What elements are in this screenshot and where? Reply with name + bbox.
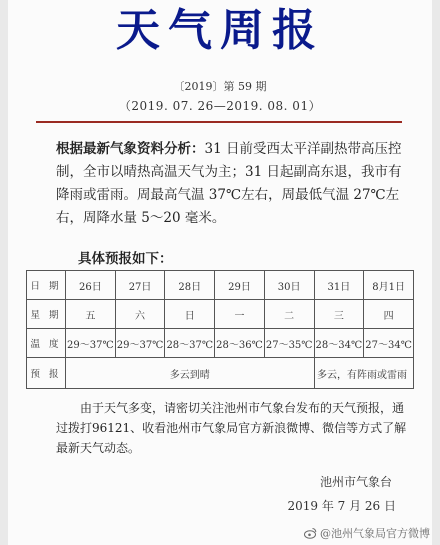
cell-weekday: 一 [215, 300, 265, 329]
cell-date: 29日 [215, 271, 265, 300]
forecast-table [26, 270, 414, 389]
row-label-date: 日 期 [27, 271, 66, 300]
masthead-title: 天气周报 [116, 5, 324, 56]
table-row-temp [27, 329, 414, 358]
cell-weekday: 五 [66, 300, 116, 329]
analysis-paragraph [56, 138, 408, 230]
signature-date: 2019 年 7 月 26 日 [287, 499, 396, 513]
cell-weekday: 日 [165, 300, 215, 329]
document-page [8, 0, 432, 545]
date-range: （2019. 07. 26—2019. 08. 01） [118, 99, 322, 113]
cell-temp: 29～37℃ [66, 329, 116, 358]
issue-number: 〔2019〕第 59 期 [173, 80, 267, 93]
cell-temp: 29～37℃ [115, 329, 165, 358]
watermark [304, 525, 430, 541]
table-row-date [27, 271, 414, 300]
red-divider [36, 121, 402, 123]
weibo-icon [304, 527, 317, 539]
row-label-weekday: 星 期 [27, 300, 66, 329]
cell-temp: 28～34℃ [314, 329, 364, 358]
row-label-temp: 温 度 [27, 329, 66, 358]
cell-date: 31日 [314, 271, 364, 300]
analysis-label: 根据最新气象资料分析： [56, 141, 205, 157]
cell-weekday: 六 [115, 300, 165, 329]
cell-temp: 28～36℃ [215, 329, 265, 358]
forecast-heading: 具体预报如下： [78, 251, 173, 267]
signature-org: 池州市气象台 [319, 475, 392, 489]
cell-date: 26日 [66, 271, 116, 300]
cell-temp: 27～34℃ [364, 329, 414, 358]
cell-date: 28日 [165, 271, 215, 300]
cell-date: 27日 [115, 271, 165, 300]
table-row-weather [27, 358, 414, 389]
cell-weekday: 三 [314, 300, 364, 329]
cell-temp: 28～37℃ [165, 329, 215, 358]
cell-weekday: 四 [364, 300, 414, 329]
cell-weekday: 二 [264, 300, 314, 329]
cell-weather-first: 多云到晴 [66, 358, 315, 389]
analysis-text: 31 日前受西太平洋副热带高压控制，全市以晴热高温天气为主；31 日起副高东退，我市有降雨或雷雨。周最高气温 37℃左右，周最低气温 27℃左右，周降水量 5～20 毫米。 [56, 141, 402, 226]
cell-date: 8月1日 [364, 271, 414, 300]
notice-paragraph: 由于天气多变，请密切关注池州市气象台发布的天气预报，通过拨打96121、收看池州市气象局官方新浪微博、微信等方式了解最新天气动态。 [56, 401, 407, 455]
cell-temp: 27～35℃ [264, 329, 314, 358]
table-row-weekday [27, 300, 414, 329]
watermark-text: @池州气象局官方微博 [320, 527, 430, 540]
row-label-weather: 预 报 [27, 358, 66, 389]
cell-weather-second: 多云，有阵雨或雷雨 [314, 358, 413, 389]
cell-date: 30日 [264, 271, 314, 300]
